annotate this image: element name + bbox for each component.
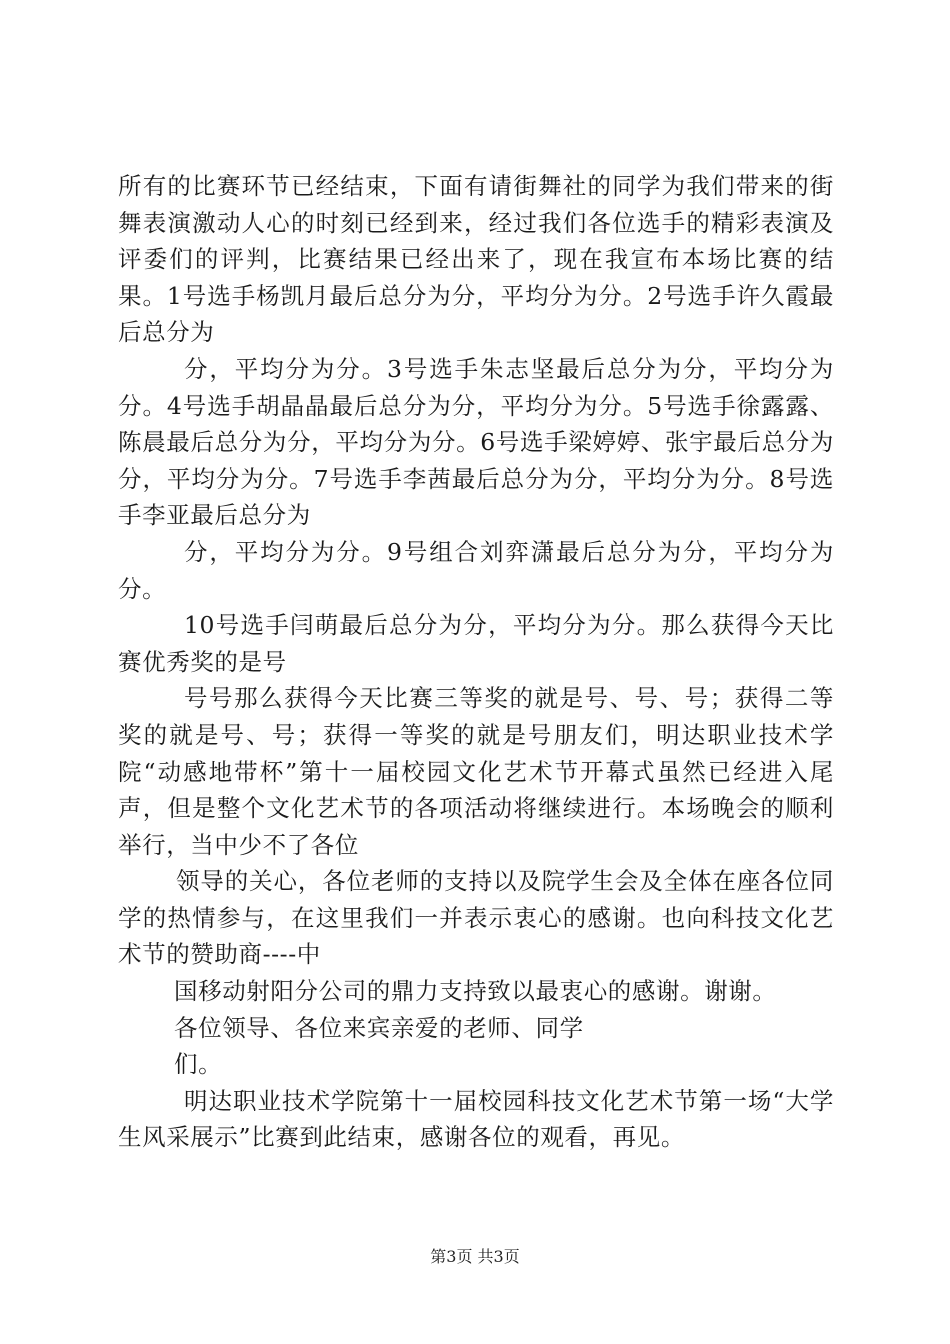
paragraph-5: 号号那么获得今天比赛三等奖的就是号、号、号；获得二等奖的就是号、号；获得一等奖的就是号朋友们，明达职业技术学院“动感地带杯”第十一届校园文化艺术节开幕式虽然已经进入尾声，但是整个文化艺术节的各项活动将继续进行。本场晚会的顺利举行，当中少不了各位 [118, 684, 834, 859]
page-number-footer: 第3页 共3页 [430, 1247, 520, 1266]
paragraph-1: 所有的比赛环节已经结束，下面有请街舞社的同学为我们带来的街舞表演激动人心的时刻已经到来，经过我们各位选手的精彩表演及评委们的评判，比赛结果已经出来了，现在我宣布本场比赛的结果。1号选手杨凯月最后总分为分，平均分为分。2号选手许久霞最后总分为 [118, 172, 834, 347]
paragraph-10: 明达职业技术学院第十一届校园科技文化艺术节第一场“大学生风采展示”比赛到此结束，感谢各位的观看，再见。 [118, 1086, 834, 1152]
paragraph-9: 们。 [174, 1050, 223, 1079]
paragraph-8: 各位领导、各位来宾亲爱的老师、同学 [174, 1013, 584, 1042]
paragraph-7: 国移动射阳分公司的鼎力支持致以最衷心的感谢。谢谢。 [174, 977, 777, 1006]
paragraph-6: 领导的关心，各位老师的支持以及院学生会及全体在座各位同学的热情参与，在这里我们一并表示衷心的感谢。也向科技文化艺术节的赞助商----中 [118, 867, 834, 969]
paragraph-3: 分，平均分为分。9号组合刘弈潇最后总分为分，平均分为分。 [118, 537, 834, 603]
paragraph-2: 分，平均分为分。3号选手朱志坚最后总分为分，平均分为分。4号选手胡晶晶最后总分为分，平均分为分。5号选手徐露露、陈晨最后总分为分，平均分为分。6号选手梁婷婷、张宇最后总分为分，平均分为分。7号选手李茜最后总分为分，平均分为分。8号选手李亚最后总分为 [118, 354, 834, 530]
paragraph-4: 10号选手闫萌最后总分为分，平均分为分。那么获得今天比赛优秀奖的是号 [118, 611, 834, 676]
document-body [118, 168, 834, 1156]
